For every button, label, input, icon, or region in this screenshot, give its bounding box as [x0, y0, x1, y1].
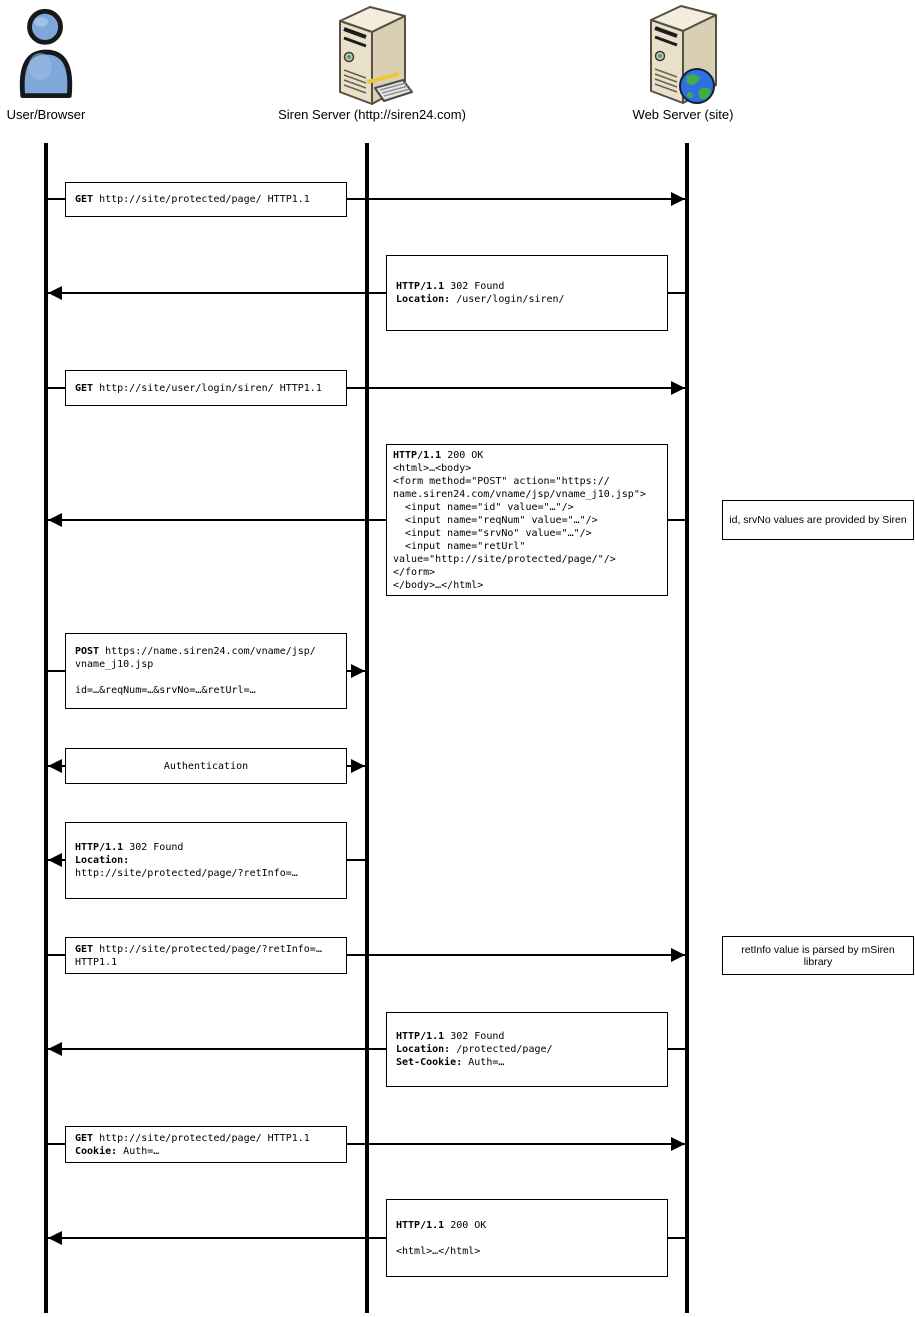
- actor-label-siren: Siren Server (http://siren24.com): [278, 107, 466, 122]
- msg-7-arrowhead-icon: [48, 853, 62, 867]
- actor-siren-server: [333, 2, 413, 110]
- msg-11-arrowhead-icon: [48, 1231, 62, 1245]
- actor-label-web: Web Server (site): [632, 107, 734, 122]
- msg-9-arrowhead-icon: [48, 1042, 62, 1056]
- message-text-line: http://site/protected/page/?retInfo=…: [75, 868, 298, 879]
- message-text-line: id=…&reqNum=…&srvNo=…&retUrl=…: [75, 685, 256, 696]
- message-text-line: Location: /user/login/siren/: [396, 294, 565, 305]
- msg-3-arrowhead-icon: [671, 381, 685, 395]
- lifeline-user: [44, 143, 48, 1313]
- message-text-line: GET http://site/protected/page/?retInfo=…: [75, 943, 322, 955]
- message-text-line: GET http://site/protected/page/ HTTP1.1: [75, 194, 310, 205]
- message-text-line: </form>: [393, 566, 436, 578]
- msg-6-arrowhead-left-icon: [48, 759, 62, 773]
- msg-6-box: [65, 748, 347, 784]
- lifeline-siren: [365, 143, 369, 1313]
- message-text-line: <html>…</html>: [396, 1245, 481, 1257]
- message-text-line: HTTP/1.1 302 Found: [396, 1031, 505, 1042]
- message-text-line: name.siren24.com/vname/jsp/vname_j10.jsp">: [393, 488, 646, 500]
- person-icon: [15, 6, 77, 100]
- message-text-line: </body>…</html>: [393, 579, 484, 591]
- server-keyboard-icon: [333, 2, 413, 110]
- note-siren-values: id, srvNo values are provided by Siren: [722, 500, 914, 540]
- msg-10-arrowhead-icon: [671, 1137, 685, 1151]
- message-text-line: GET http://site/protected/page/ HTTP1.1: [75, 1132, 310, 1144]
- message-text-line: HTTP/1.1 200 OK: [396, 1219, 487, 1231]
- message-text-line: [75, 671, 337, 684]
- message-text-line: HTTP/1.1 302 Found: [396, 281, 505, 292]
- message-text-line: HTTP/1.1 200 OK: [393, 449, 484, 461]
- message-text-line: <html>…<body>: [393, 462, 472, 474]
- msg-1-box: [65, 182, 347, 217]
- msg-2-arrowhead-icon: [48, 286, 62, 300]
- message-text-line: GET http://site/user/login/siren/ HTTP1.1: [75, 382, 322, 394]
- message-text-line: POST https://name.siren24.com/vname/jsp/: [75, 646, 316, 657]
- msg-8-box: [65, 937, 347, 974]
- msg-5-box: [65, 633, 347, 709]
- message-text-line: <input name="retUrl": [393, 540, 526, 552]
- message-text-line: <input name="srvNo" value="…"/>: [393, 527, 592, 539]
- note-retinfo-parsed: retInfo value is parsed by mSiren library: [722, 936, 914, 975]
- message-text-line: <input name="reqNum" value="…"/>: [393, 514, 598, 526]
- message-text-line: Location: /protected/page/: [396, 1044, 553, 1055]
- msg-4-arrowhead-icon: [48, 513, 62, 527]
- msg-7-box: [65, 822, 347, 899]
- message-text-line: HTTP/1.1 302 Found: [75, 842, 184, 853]
- msg-10-box: [65, 1126, 347, 1163]
- message-text-line: <form method="POST" action="https://: [393, 475, 610, 487]
- msg-5-arrowhead-icon: [351, 664, 365, 678]
- message-text-line: [396, 1232, 658, 1245]
- server-globe-icon: [645, 2, 721, 108]
- message-text-line: value="http://site/protected/page/"/>: [393, 553, 616, 565]
- msg-11-box: [386, 1199, 668, 1277]
- globe-icon: [680, 69, 714, 103]
- message-text-line: Authentication: [163, 760, 249, 772]
- msg-6-arrowhead-right-icon: [351, 759, 365, 773]
- message-text-line: Set-Cookie: Auth=…: [396, 1057, 505, 1068]
- message-text-line: Location:: [75, 855, 130, 866]
- msg-2-box: [386, 255, 668, 331]
- message-text-line: HTTP1.1: [75, 956, 118, 968]
- message-text-line: <input name="id" value="…"/>: [393, 501, 574, 513]
- msg-3-box: [65, 370, 347, 406]
- actor-label-user: User/Browser: [6, 107, 86, 122]
- msg-1-arrowhead-icon: [671, 192, 685, 206]
- msg-4-box: [386, 444, 668, 596]
- message-text-line: vname_j10.jsp: [75, 659, 154, 670]
- msg-9-box: [386, 1012, 668, 1087]
- actor-user-browser: [14, 6, 78, 102]
- msg-8-arrowhead-icon: [671, 948, 685, 962]
- lifeline-web: [685, 143, 689, 1313]
- message-text-line: Cookie: Auth=…: [75, 1145, 160, 1157]
- actor-web-server: [645, 2, 721, 110]
